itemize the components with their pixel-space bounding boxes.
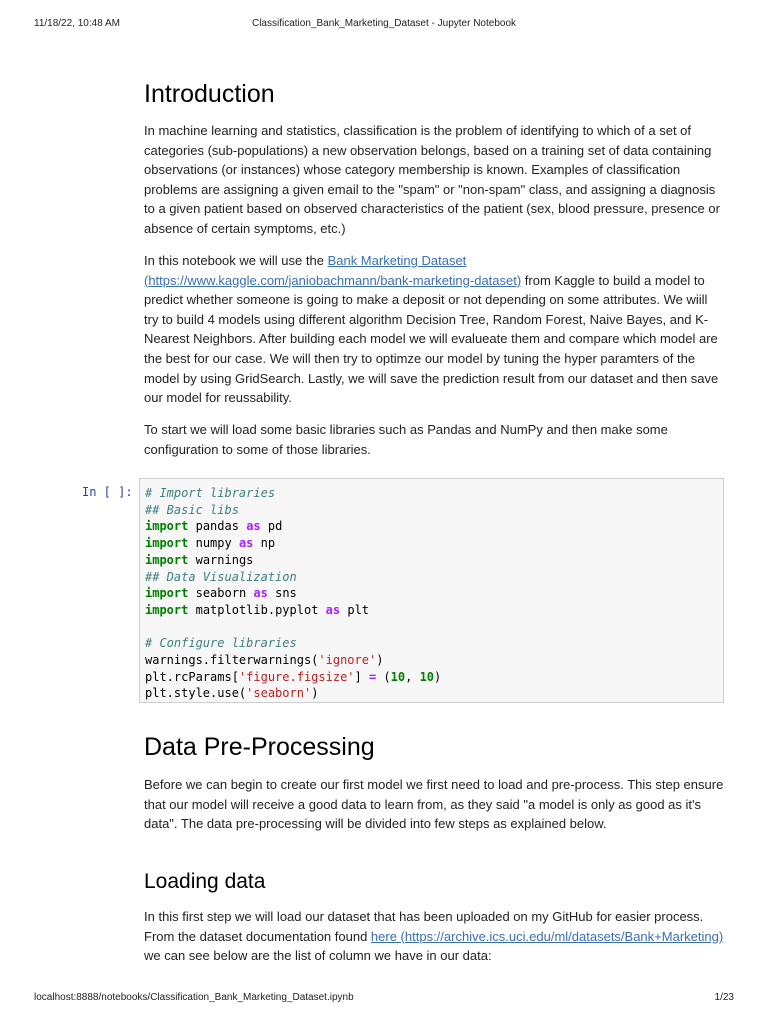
bank-marketing-dataset-link[interactable]: Bank Marketing Dataset (https://www.kaggle.com/janiobachmann/bank-marketing-dataset): [144, 253, 522, 288]
intro-heading: Introduction: [144, 80, 275, 108]
preprocessing-heading: Data Pre-Processing: [144, 733, 375, 761]
uci-documentation-link[interactable]: here (https://archive.ics.uci.edu/ml/datasets/Bank+Marketing): [370, 928, 724, 944]
intro-paragraph-2: In this notebook we will use the Bank Marketing Dataset (https://www.kaggle.com/janiobachmann/bank-marketing-dataset) from Kaggle to build a model to predict whether someone is going to make a deposit or not depending on some attributes. We wiill try to build 4 models using different algorithm Decision Tree, Random Forest, Naive Bayes, and K-Nearest Neighbors. After building each model we will evalueate them and compare which model are the best for our case. We will then try to optimze our model by tuning the hyper paramters of the model by using GridSearch. Lastly, we will save the prediction result from our dataset and then save our model for reussability.: [144, 253, 719, 406]
preprocessing-paragraph: Before we can begin to create our first model we first need to load and pre-process. This step ensure that our model will receive a good data to learn from, as they said "a model is only as good as it's data". The data pre-processing will be divided into few steps as explained below.: [144, 777, 724, 832]
print-footer: [34, 992, 734, 1006]
print-header: [34, 18, 734, 32]
code-text[interactable]: # Import libraries ## Basic libs import pandas as pd import numpy as np import warnings ## Data Visualization import seaborn as sns import matplotlib.pyplot as plt # Configure libraries warnings.filterwarnings('ignore') plt.rcParams['figure.figsize'] = (10, 10) plt.style.use('seaborn'): [145, 486, 442, 701]
print-title: Classification_Bank_Marketing_Dataset - Jupyter Notebook: [251, 18, 517, 29]
code-input-area[interactable]: [139, 478, 724, 703]
print-datetime: 11/18/22, 10:48 AM: [34, 18, 120, 29]
print-url: localhost:8888/notebooks/Classification_Bank_Marketing_Dataset.ipynb: [34, 992, 354, 1003]
loading-data-paragraph: In this first step we will load our dataset that has been uploaded on my GitHub for easier process. From the dataset documentation found here (https://archive.ics.uci.edu/ml/datasets/Bank+Marketing) we can see below are the list of column we have in our data:: [144, 909, 724, 964]
page-number: 1/23: [714, 992, 734, 1003]
intro-paragraph-1: In machine learning and statistics, classification is the problem of identifying to which of a set of categories (sub-populations) a new observation belongs, based on a training set of data containing observations (or instances) whose category membership is known. Examples of classification problems are assigning a given email to the "spam" or "non-spam" class, and assigning a diagnosis to a given patient based on observed characteristics of the patient (sex, blood pressure, presence or absence of certain symptoms, etc.): [144, 123, 720, 236]
cell-prompt: In [ ]:: [82, 485, 133, 499]
intro-paragraph-3: To start we will load some basic libraries such as Pandas and NumPy and then make some configuration to some of those libraries.: [144, 422, 668, 457]
loading-data-heading: Loading data: [144, 870, 266, 893]
